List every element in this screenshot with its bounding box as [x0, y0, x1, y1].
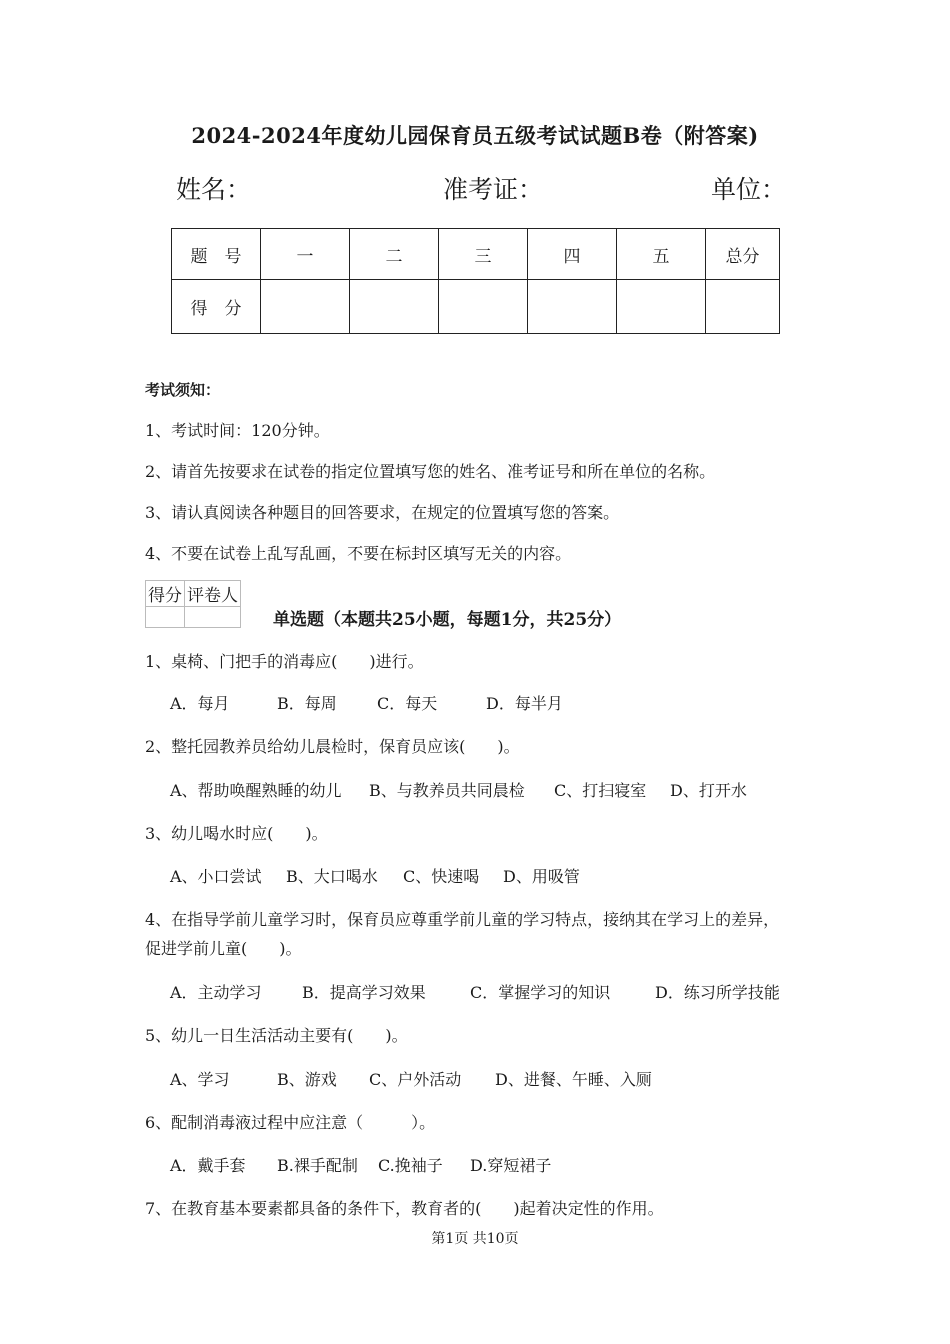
- option-d[interactable]: D、进餐、午睡、入厕: [495, 1070, 652, 1089]
- option-a[interactable]: A．主动学习: [170, 983, 262, 1002]
- score-header-cell: 五: [617, 229, 706, 280]
- score-cell[interactable]: [350, 280, 439, 334]
- score-cell[interactable]: [439, 280, 528, 334]
- question-text: 4、在指导学前儿童学习时，保育员应尊重学前儿童的学习特点，接纳其在学习上的差异，: [145, 910, 780, 929]
- option-c[interactable]: C．掌握学习的知识: [470, 983, 611, 1002]
- question-text: 6、配制消毒液过程中应注意（ ）。: [145, 1113, 436, 1132]
- score-row-label: 得 分: [172, 280, 261, 334]
- option-c[interactable]: C、快速喝: [403, 867, 480, 886]
- section-title: 单选题（本题共25小题，每题1分，共25分）: [273, 610, 622, 630]
- score-cell[interactable]: [706, 280, 780, 334]
- option-c[interactable]: C、户外活动: [369, 1070, 462, 1089]
- option-c[interactable]: C．每天: [377, 694, 438, 713]
- page-title: 2024-2024年度幼儿园保育员五级考试试题B卷（附答案): [191, 123, 759, 148]
- score-header-cell: 四: [528, 229, 617, 280]
- note-item: 2、请首先按要求在试卷的指定位置填写您的姓名、准考证号和所在单位的名称。: [145, 462, 716, 481]
- grader-score-cell[interactable]: [146, 607, 185, 628]
- question-text: 1、桌椅、门把手的消毒应( )进行。: [145, 652, 424, 671]
- note-item: 3、请认真阅读各种题目的回答要求，在规定的位置填写您的答案。: [145, 503, 620, 522]
- question-text: 2、整托园教养员给幼儿晨检时，保育员应该( )。: [145, 737, 520, 756]
- option-c[interactable]: C、打扫寝室: [554, 781, 647, 800]
- option-a[interactable]: A、学习: [170, 1070, 230, 1089]
- score-header-cell: 总分: [706, 229, 780, 280]
- option-b[interactable]: B、大口喝水: [286, 867, 378, 886]
- score-cell[interactable]: [528, 280, 617, 334]
- option-b[interactable]: B．提高学习效果: [302, 983, 426, 1002]
- option-a[interactable]: A．戴手套: [170, 1156, 246, 1175]
- question-text-cont: 促进学前儿童( )。: [145, 939, 302, 958]
- option-b[interactable]: B．每周: [277, 694, 337, 713]
- option-d[interactable]: D.穿短裙子: [470, 1156, 552, 1175]
- note-item: 1、考试时间：120分钟。: [145, 421, 330, 440]
- score-cell[interactable]: [261, 280, 350, 334]
- notes-heading: 考试须知：: [145, 381, 221, 399]
- grader-score-label: 得分: [146, 581, 185, 607]
- option-b[interactable]: B.裸手配制: [277, 1156, 358, 1175]
- unit-label: 单位：: [711, 175, 787, 204]
- grader-reviewer-cell[interactable]: [185, 607, 241, 628]
- option-d[interactable]: D、用吸管: [503, 867, 580, 886]
- option-a[interactable]: A、小口尝试: [170, 867, 262, 886]
- note-item: 4、不要在试卷上乱写乱画，不要在标封区填写无关的内容。: [145, 544, 572, 563]
- name-label: 姓名：: [176, 175, 252, 204]
- page-footer: 第1页 共10页: [431, 1231, 519, 1247]
- exam-number-label: 准考证：: [443, 175, 544, 204]
- score-header-cell: 二: [350, 229, 439, 280]
- option-c[interactable]: C.挽袖子: [378, 1156, 443, 1175]
- option-d[interactable]: D、打开水: [670, 781, 747, 800]
- option-b[interactable]: B、游戏: [277, 1070, 337, 1089]
- option-a[interactable]: A、帮助唤醒熟睡的幼儿: [170, 781, 342, 800]
- grader-box: [145, 580, 241, 628]
- score-table: [171, 228, 780, 334]
- option-a[interactable]: A．每月: [170, 694, 230, 713]
- score-cell[interactable]: [617, 280, 706, 334]
- option-b[interactable]: B、与教养员共同晨检: [369, 781, 525, 800]
- score-header-cell: 一: [261, 229, 350, 280]
- score-header-cell: 题 号: [172, 229, 261, 280]
- option-d[interactable]: D．每半月: [486, 694, 563, 713]
- grader-reviewer-label: 评卷人: [185, 581, 241, 607]
- question-text: 3、幼儿喝水时应( )。: [145, 824, 328, 843]
- option-d[interactable]: D．练习所学技能: [655, 983, 780, 1002]
- score-header-cell: 三: [439, 229, 528, 280]
- question-text: 7、在教育基本要素都具备的条件下，教育者的( )起着决定性的作用。: [145, 1199, 664, 1218]
- question-text: 5、幼儿一日生活活动主要有( )。: [145, 1026, 408, 1045]
